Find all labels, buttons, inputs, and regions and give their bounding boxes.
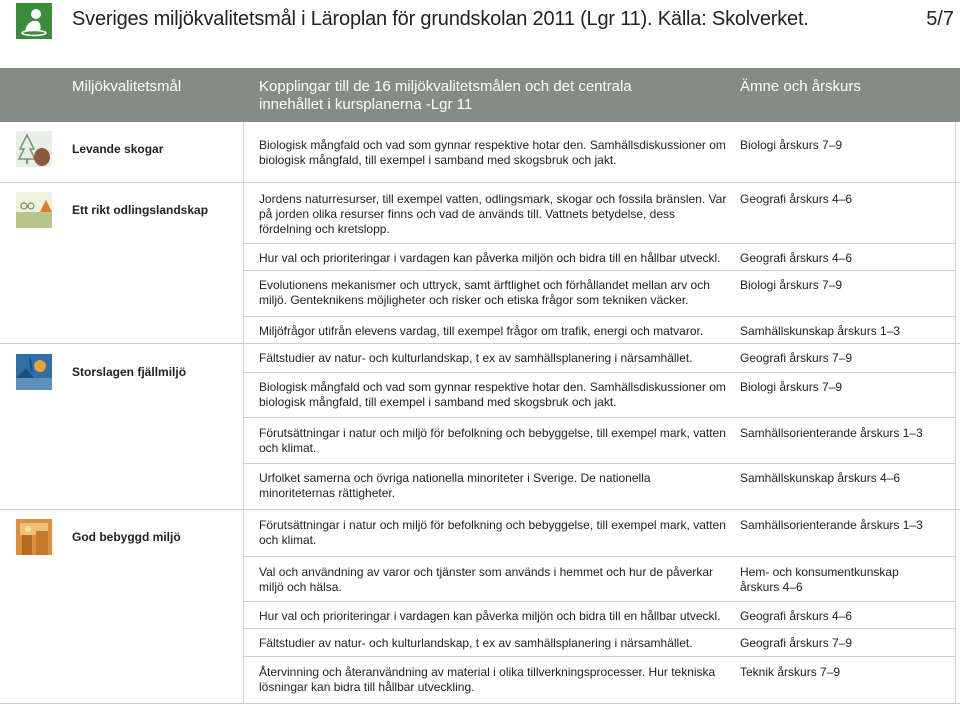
title-bar — [0, 0, 960, 44]
content-cell: Förutsättningar i natur och miljö för befolkning och bebyggelse, till exempel mark, vatten och klimat. — [259, 426, 726, 455]
subject-cell: Hem- och konsumentkunskap årskurs 4–6 — [740, 565, 899, 594]
category-label: Storslagen fjällmiljö — [72, 365, 187, 379]
row-divider — [0, 182, 960, 183]
row-divider — [243, 316, 955, 317]
row-divider — [243, 656, 955, 657]
category-label: Levande skogar — [72, 142, 164, 156]
mountain-icon — [16, 354, 52, 390]
content-cell: Biologisk mångfald och vad som gynnar respektive hotar den. Samhällsdiskussioner om biologisk mångfald, till exempel i samband med skogsbruk och jakt. — [259, 138, 726, 167]
content-cell: Urfolket samerna och övriga nationella minoriteter i Sverige. De nationella minoriteternas rättigheter. — [259, 471, 651, 500]
row-divider — [243, 417, 955, 418]
subject-cell: Biologi årskurs 7–9 — [740, 138, 843, 152]
row-divider — [243, 601, 955, 602]
subject-cell: Samhällskunskap årskurs 1–3 — [740, 324, 901, 338]
column-header-subject: Ämne och årskurs — [740, 78, 861, 95]
content-cell: Förutsättningar i natur och miljö för befolkning och bebyggelse, till exempel mark, vatten och klimat. — [259, 518, 726, 547]
page-number: 5/7 — [926, 8, 954, 30]
content-cell: Evolutionens mekanismer och uttryck, samt ärftlighet och förhållandet mellan arv och miljö. Genteknikens möjligheter och risker och etiska frågor som tekniken väcker. — [259, 278, 710, 307]
subject-cell: Geografi årskurs 4–6 — [740, 251, 853, 265]
forest-icon — [16, 131, 52, 167]
row-divider — [243, 463, 955, 464]
row-divider — [0, 509, 960, 510]
logo-icon — [16, 3, 52, 39]
row-divider — [0, 343, 960, 344]
subject-cell: Teknik årskurs 7–9 — [740, 665, 841, 679]
content-cell: Miljöfrågor utifrån elevens vardag, till exempel frågor om trafik, energi och matvaror. — [259, 324, 704, 338]
subject-cell: Samhällsorienterande årskurs 1–3 — [740, 426, 923, 440]
subject-cell: Geografi årskurs 4–6 — [740, 609, 853, 623]
category-label: God bebyggd miljö — [72, 530, 181, 544]
subject-cell: Geografi årskurs 7–9 — [740, 636, 853, 650]
subject-cell: Geografi årskurs 4–6 — [740, 192, 853, 206]
row-divider — [243, 556, 955, 557]
content-cell: Hur val och prioriteringar i vardagen kan påverka miljön och bidra till en hållbar utveckl. — [259, 609, 721, 623]
subject-cell: Samhällsorienterande årskurs 1–3 — [740, 518, 923, 532]
row-divider — [243, 270, 955, 271]
content-cell: Återvinning och återanvändning av material i olika tillverkningsprocesser. Hur tekniska lösningar kan bidra till hållbar utveckling. — [259, 665, 716, 694]
subject-cell: Biologi årskurs 7–9 — [740, 278, 843, 292]
column-divider — [243, 122, 244, 704]
farmland-icon — [16, 192, 52, 228]
subject-cell: Samhällskunskap årskurs 4–6 — [740, 471, 901, 485]
row-divider — [243, 628, 955, 629]
category-label: Ett rikt odlingslandskap — [72, 203, 209, 217]
column-header-content: Kopplingar till de 16 miljökvalitetsmålen och det centrala innehållet i kursplanerna -Lgr 11 — [259, 78, 632, 113]
content-cell: Val och användning av varor och tjänster som används i hemmet och hur de påverkar miljö och hälsa. — [259, 565, 714, 594]
content-cell: Hur val och prioriteringar i vardagen kan påverka miljön och bidra till en hållbar utveckl. — [259, 251, 721, 265]
city-icon — [16, 519, 52, 555]
content-cell: Fältstudier av natur- och kulturlandskap, t ex av samhällsplanering i närsamhället. — [259, 636, 693, 650]
subject-cell: Geografi årskurs 7–9 — [740, 351, 853, 365]
content-cell: Fältstudier av natur- och kulturlandskap, t ex av samhällsplanering i närsamhället. — [259, 351, 693, 365]
row-divider — [243, 243, 955, 244]
table-right-border — [955, 122, 956, 704]
content-cell: Jordens naturresurser, till exempel vatten, odlingsmark, skogar och fossila bränslen. Var på jorden olika resurser finns och vad de används till. Vattnets betydelse, dess fördelning och kretslopp. — [259, 192, 727, 236]
page-title: Sveriges miljökvalitetsmål i Läroplan för grundskolan 2011 (Lgr 11). Källa: Skolverket. — [72, 8, 809, 30]
content-cell: Biologisk mångfald och vad som gynnar respektive hotar den. Samhällsdiskussioner om biologisk mångfald, till exempel i samband med skogsbruk och jakt. — [259, 380, 726, 409]
subject-cell: Biologi årskurs 7–9 — [740, 380, 843, 394]
table-header — [0, 68, 960, 122]
column-header-goal: Miljökvalitetsmål — [72, 78, 182, 95]
row-divider — [243, 372, 955, 373]
